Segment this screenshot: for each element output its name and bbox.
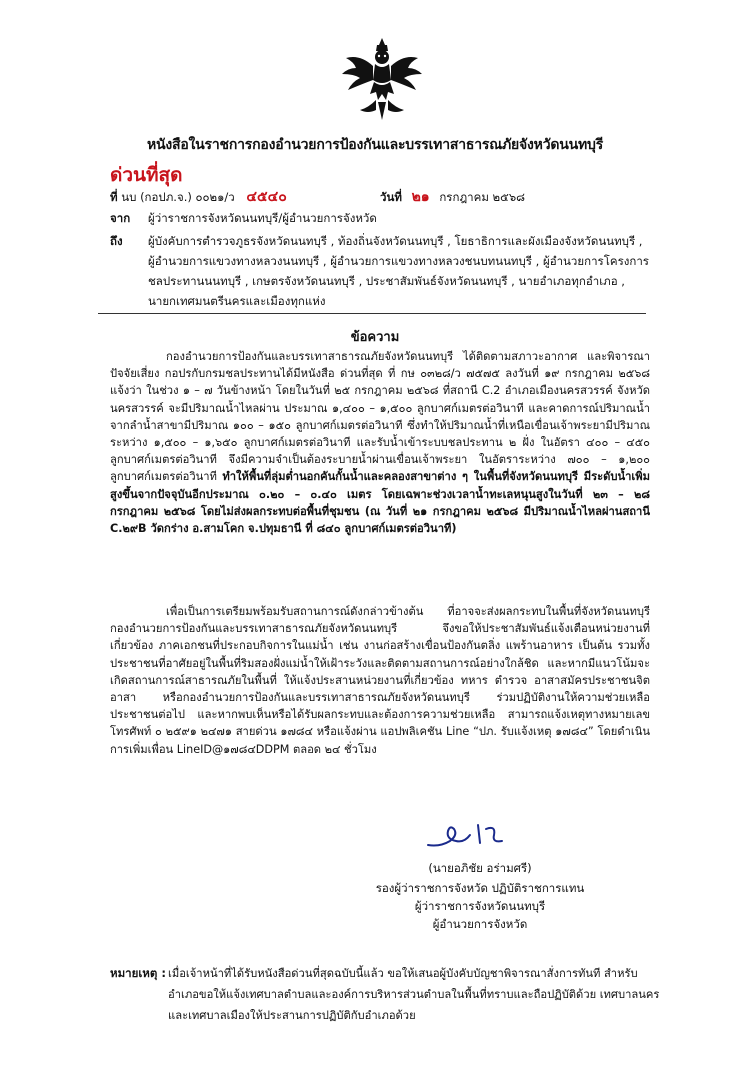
subject-title: ข้อความ	[350, 330, 400, 345]
date-month-year: กรกฎาคม ๒๕๖๘	[439, 190, 526, 204]
note-line: อำเภอขอให้แจ้งเทศบาลตำบลและองค์การบริหารส่วนตำบลในพื้นที่ทราบและถือปฏิบัติด้วย เทศบาลนคร	[168, 988, 660, 1001]
reference-number-handwritten: ๔๕๔๐	[246, 189, 287, 205]
to-recipient-line: ชลประทานนนทบุรี , เกษตรจังหวัดนนทบุรี , ประชาสัมพันธ์จังหวัดนนทบุรี , นายอำเภอทุกอำเภอ ,	[148, 274, 625, 288]
date-day-handwritten: ๒๑	[411, 189, 430, 205]
urgency-stamp: ด่วนที่สุด	[110, 164, 183, 186]
paragraph-2-text: เพื่อเป็นการเตรียมพร้อมรับสถานการณ์ดังกล่าวข้างต้น ที่อาจจะส่งผลกระทบในพื้นที่จังหวัดนนทบุรี กองอำนวยการป้องกันและบรรเทาสาธารณภัยจังหวัดนนทบุรี จึงขอให้ประชาสัมพันธ์แจ้งเตือนหน่วยงานที่เกี่ยวข้อง ภาคเอกชนที่ประกอบกิจการในแม่น้ำ เช่น งานก่อสร้างเขื่อนป้องกันตลิ่ง แพร้านอาหาร เป็นต้น รวมทั้งประชาชนที่อาศัยอยู่ในพื้นที่ริมสองฝั่งแม่น้ำให้เฝ้าระวังและติดตามสถานการณ์อย่างใกล้ชิด และหากมีแนวโน้มจะเกิดสถานการณ์สาธารณภัยในพื้นที่ ให้แจ้งประสานหน่วยงานที่เกี่ยวข้อง ทหาร ตำรวจ อาสาสมัครประชาชนจิตอาสา หรือกองอำนวยการป้องกันและบรรเทาสาธารณภัยจังหวัดนนทบุรี ร่วมปฏิบัติงานให้ความช่วยเหลือประชาชนต่อไป และหากพบเห็นหรือได้รับผลกระทบและต้องการความช่วยเหลือ สามารถแจ้งเหตุทางหมายเลขโทรศัพท์ ๐ ๒๕๙๑ ๒๔๗๑ สายด่วน ๑๗๘๔ หรือแจ้งผ่าน แอปพลิเคชัน Line “ปภ. รับแจ้งเหตุ ๑๗๘๔” โดยดำเนินการเพิ่มเพื่อน LineID@๑๗๘๔DDPM ตลอด ๒๔ ชั่วโมง	[110, 605, 650, 756]
header-divider	[98, 313, 646, 314]
body-paragraph-2	[110, 603, 650, 758]
signer-position: ผู้อำนวยการจังหวัด	[432, 917, 528, 931]
to-recipient-line: ผู้บังคับการตำรวจภูธรจังหวัดนนทบุรี , ท้องถิ่นจังหวัดนนทบุรี , โยธาธิการและผังเมืองจังหวัดนนทบุรี ,	[148, 234, 643, 248]
signer-position: รองผู้ว่าราชการจังหวัด ปฏิบัติราชการแทน	[375, 881, 585, 895]
handwritten-signature	[420, 815, 530, 855]
note-line: เมื่อเจ้าหน้าที่ได้รับหนังสือด่วนที่สุดฉบับนี้แล้ว ขอให้เสนอผู้บังคับบัญชาพิจารณาสั่งการทันที สำหรับ	[168, 967, 638, 980]
reference-line	[110, 186, 287, 208]
from-value: ผู้ว่าราชการจังหวัดนนทบุรี/ผู้อำนวยการจังหวัด	[148, 211, 377, 225]
body-paragraph-1	[110, 348, 650, 537]
note-line: และเทศบาลเมืองให้ประสานการปฏิบัติกับอำเภอด้วย	[168, 1009, 416, 1022]
note-label: หมายเหตุ :	[110, 966, 166, 980]
paragraph-1-bold-text: ทำให้พื้นที่ลุ่มต่ำนอกคันกั้นน้ำและคลองสาขาต่าง ๆ ในพื้นที่จังหวัดนนทบุรี มีระดับน้ำเพิ่มสูงขึ้นจากปัจจุบันอีกประมาณ ๐.๒๐ – ๐.๔๐ เมตร โดยเฉพาะช่วงเวลาน้ำทะเลหนุนสูงในวันที่ ๒๓ – ๒๘ กรกฎาคม ๒๕๖๘ โดยไม่ส่งผลกระทบต่อพื้นที่ชุมชน (ณ วันที่ ๒๑ กรกฎาคม ๒๕๖๘ มีปริมาณน้ำไหลผ่านสถานี C.๒๙B วัดกร่าง อ.สามโคก จ.ปทุมธานี ที่ ๘๔๐ ลูกบาศก์เมตรต่อวินาที)	[110, 470, 650, 536]
to-recipient-line: นายกเทศมนตรีนครและเมืองทุกแห่ง	[148, 294, 326, 308]
to-label: ถึง	[110, 234, 123, 248]
paragraph-1-text: กองอำนวยการป้องกันและบรรเทาสาธารณภัยจังหวัดนนทบุรี ได้ติดตามสภาวะอากาศ และพิจารณาปัจจัยเสี่ยง กอปรกับกรมชลประทานได้มีหนังสือ ด่วนที่สุด ที่ กษ ๐๓๒๘/ว ๗๕๗๕ ลงวันที่ ๑๙ กรกฎาคม ๒๕๖๘ แจ้งว่า ในช่วง ๑ – ๗ วันข้างหน้า โดยในวันที่ ๒๕ กรกฎาคม ๒๕๖๘ ที่สถานี C.2 อำเภอเมืองนครสวรรค์ จังหวัดนครสวรรค์ จะมีปริมาณน้ำไหลผ่าน ประมาณ ๑,๔๐๐ – ๑,๕๐๐ ลูกบาศก์เมตรต่อวินาที และคาดการณ์ปริมาณน้ำจากลำน้ำสาขามีปริมาณ ๑๐๐ – ๑๕๐ ลูกบาศก์เมตรต่อวินาที ซึ่งทำให้ปริมาณน้ำที่เหนือเขื่อนเจ้าพระยามีปริมาณระหว่าง ๑,๕๐๐ – ๑,๖๕๐ ลูกบาศก์เมตรต่อวินาที และรับน้ำเข้าระบบชลประทาน ๒ ฝั่ง ในอัตรา ๔๐๐ – ๔๕๐ ลูกบาศก์เมตรต่อวินาที จึงมีความจำเป็นต้องระบายน้ำผ่านเขื่อนเจ้าพระยา ในอัตราระหว่าง ๗๐๐ – ๑,๒๐๐ ลูกบาศก์เมตรต่อวินาที	[110, 350, 650, 484]
from-label: จาก	[110, 211, 131, 225]
date-line	[380, 186, 525, 208]
signer-name: (นายอภิชัย อร่ามศรี)	[428, 861, 532, 875]
to-recipient-line: ผู้อำนวยการแขวงทางหลวงนนทบุรี , ผู้อำนวยการแขวงทางหลวงชนบทนนทบุรี , ผู้อำนวยการโครงการ	[148, 254, 649, 268]
reference-label: ที่	[110, 190, 118, 204]
document-heading: หนังสือในราชการกองอำนวยการป้องกันและบรรเทาสาธารณภัยจังหวัดนนทบุรี	[146, 137, 604, 153]
date-label: วันที่	[380, 190, 402, 204]
signer-position: ผู้ว่าราชการจังหวัดนนทบุรี	[414, 899, 546, 913]
reference-value: นบ (กอปภ.จ.) ๐๐๒๑/ว	[121, 190, 235, 204]
garuda-emblem-icon	[340, 36, 424, 122]
